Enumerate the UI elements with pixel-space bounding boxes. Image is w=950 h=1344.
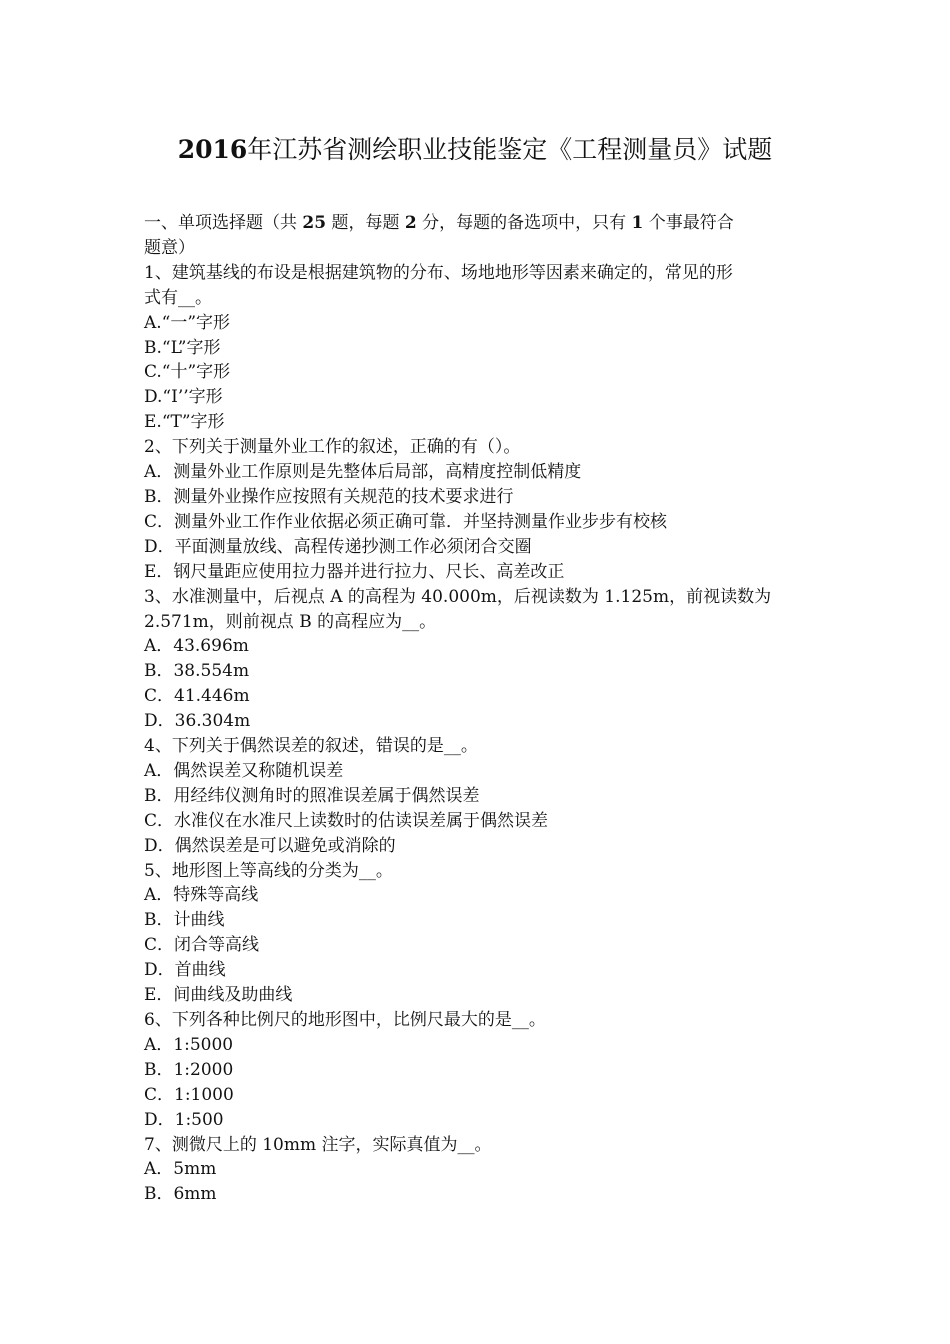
option-line: B．计曲线	[144, 910, 225, 931]
question-line: 6、下列各种比例尺的地形图中，比例尺最大的是__。	[144, 1010, 546, 1030]
option-line: A．1:5000	[144, 1034, 234, 1055]
option-line: E．钢尺量距应使用拉力器并进行拉力、尺长、高差改正	[144, 561, 565, 582]
option-line: C．闭合等高线	[144, 935, 260, 956]
option-line: C．测量外业工作作业依据必须正确可靠．并坚持测量作业步步有校核	[144, 511, 668, 532]
question-line: 3、水准测量中，后视点 A 的高程为 40.000m，后视读数为 1.125m，前视读数为	[144, 586, 772, 607]
option-line: E.“T”字形	[144, 412, 225, 433]
option-line: D．首曲线	[144, 960, 226, 981]
option-line: A．偶然误差又称随机误差	[144, 760, 344, 781]
option-line: E．间曲线及助曲线	[144, 985, 293, 1006]
option-line: A．特殊等高线	[144, 885, 259, 906]
question-line: 2、下列关于测量外业工作的叙述，正确的有（）。	[144, 437, 521, 458]
title-text: 年江苏省测绘职业技能鉴定《工程测量员》试题	[247, 135, 773, 164]
section-heading-cont: 题意）	[144, 237, 195, 258]
option-line: B.“L”字形	[144, 337, 221, 358]
option-line: B．38.554m	[144, 661, 250, 682]
points-per-question: 2	[404, 213, 417, 233]
section-text-1: 一、单项选择题（共	[144, 213, 303, 233]
question-list	[144, 211, 814, 1207]
question-count: 25	[302, 213, 327, 233]
option-line: C．水准仪在水准尺上读数时的估读误差属于偶然误差	[144, 810, 549, 831]
option-line: B．1:2000	[144, 1059, 234, 1080]
section-text-4: 个事最符合	[643, 213, 734, 233]
question-line: 1、建筑基线的布设是根据建筑物的分布、场地地形等因素来确定的，常见的形	[144, 262, 733, 283]
section-text-3: 分，每题的备选项中，只有	[416, 213, 632, 233]
option-line: A．测量外业工作原则是先整体后局部，高精度控制低精度	[144, 462, 582, 483]
option-line: B．6mm	[144, 1184, 217, 1205]
question-line: 式有__。	[144, 287, 212, 308]
option-line: C．41.446m	[144, 686, 250, 707]
option-line: D.“I’’字形	[144, 387, 223, 408]
option-line: B．测量外业操作应按照有关规范的技术要求进行	[144, 486, 514, 507]
answer-count: 1	[631, 213, 644, 233]
option-line: C.“十”字形	[144, 362, 231, 383]
section-heading	[144, 211, 814, 236]
option-line: B．用经纬仪测角时的照准误差属于偶然误差	[144, 785, 480, 806]
option-line: D．1:500	[144, 1109, 224, 1130]
question-line: 5、地形图上等高线的分类为__。	[144, 860, 393, 881]
question-line: 4、下列关于偶然误差的叙述，错误的是__。	[144, 736, 478, 757]
option-line: D．偶然误差是可以避免或消除的	[144, 835, 396, 856]
option-line: D．36.304m	[144, 711, 251, 732]
option-line: A.“一”字形	[144, 312, 231, 333]
question-line: 7、测微尺上的 10mm 注字，实际真值为__。	[144, 1134, 492, 1155]
title-year: 2016	[177, 135, 248, 164]
page-title	[0, 133, 950, 167]
option-line: D．平面测量放线、高程传递抄测工作必须闭合交圈	[144, 536, 532, 557]
option-line: A．43.696m	[144, 636, 249, 657]
section-text-2: 题，每题	[326, 213, 405, 233]
option-line: C．1:1000	[144, 1084, 234, 1105]
question-line: 2.571m，则前视点 B 的高程应为__。	[144, 611, 437, 632]
option-line: A．5mm	[144, 1159, 217, 1180]
